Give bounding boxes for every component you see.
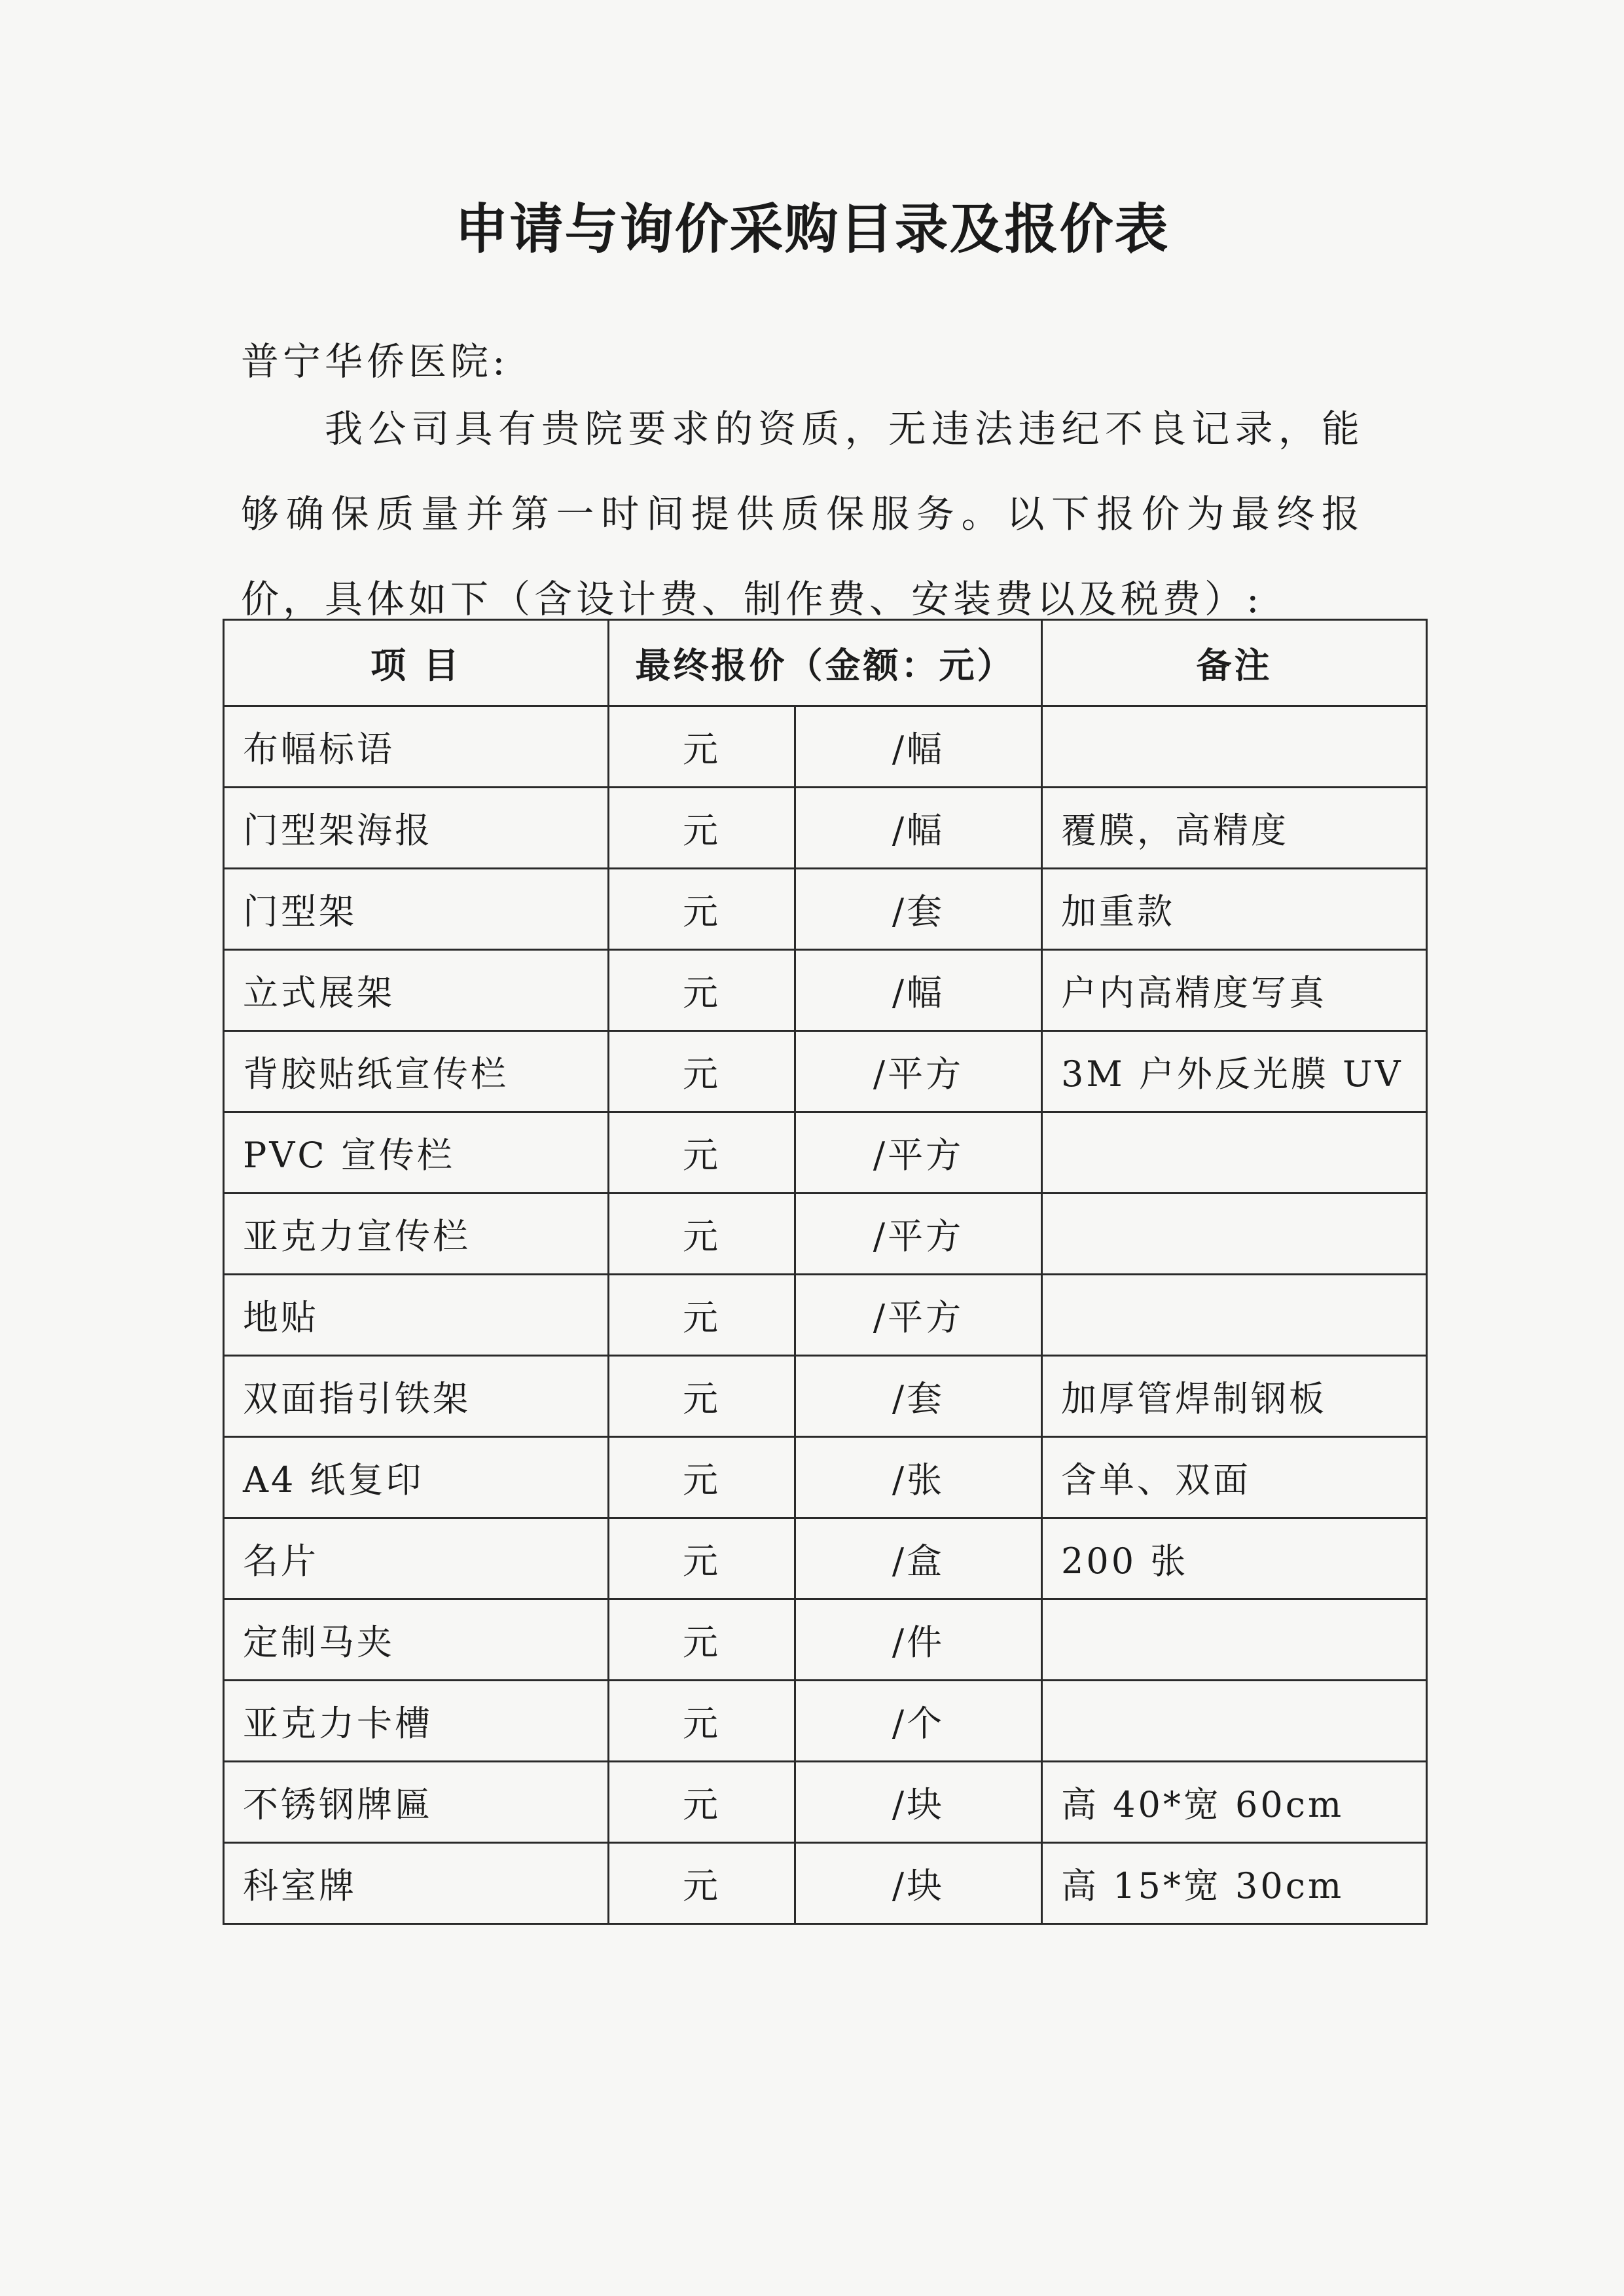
row-item-cell: 名片 (224, 1518, 609, 1599)
table-row (224, 1681, 1427, 1762)
row-item-cell: 亚克力宣传栏 (224, 1194, 609, 1275)
table-row (224, 1599, 1427, 1681)
header-item: 项 目 (224, 620, 609, 706)
row-yuan-cell: 元 (609, 1275, 795, 1356)
row-note-cell: 户内高精度写真 (1042, 950, 1427, 1031)
row-note-cell (1042, 706, 1427, 788)
table-row (224, 1112, 1427, 1194)
table-row (224, 1275, 1427, 1356)
row-item-cell: 门型架海报 (224, 788, 609, 869)
row-note-cell: 加厚管焊制钢板 (1042, 1356, 1427, 1437)
table-row (224, 1762, 1427, 1843)
row-item-cell: 布幅标语 (224, 706, 609, 788)
table-row (224, 1194, 1427, 1275)
quotation-table (223, 619, 1428, 1925)
addressee: 普宁华侨医院: (241, 339, 509, 384)
table-body (224, 706, 1427, 1924)
row-unit-cell: /个 (795, 1681, 1042, 1762)
row-unit-cell: /平方 (795, 1112, 1042, 1194)
row-note-cell (1042, 1275, 1427, 1356)
row-unit-cell: /平方 (795, 1031, 1042, 1112)
row-unit-cell: /盒 (795, 1518, 1042, 1599)
row-yuan-cell: 元 (609, 1031, 795, 1112)
row-yuan-cell: 元 (609, 1194, 795, 1275)
row-unit-cell: /块 (795, 1762, 1042, 1843)
row-yuan-cell: 元 (609, 869, 795, 950)
row-item-cell: 定制马夹 (224, 1599, 609, 1681)
row-yuan-cell: 元 (609, 788, 795, 869)
document-title: 申请与询价采购目录及报价表 (454, 198, 1170, 261)
table-header-row (224, 620, 1427, 706)
row-unit-cell: /块 (795, 1843, 1042, 1924)
row-unit-cell: /套 (795, 1356, 1042, 1437)
row-note-cell: 高 40*宽 60cm (1042, 1762, 1427, 1843)
table-row (224, 1518, 1427, 1599)
header-note: 备注 (1042, 620, 1427, 706)
row-note-cell (1042, 1599, 1427, 1681)
row-unit-cell: /平方 (795, 1194, 1042, 1275)
row-yuan-cell: 元 (609, 1762, 795, 1843)
row-unit-cell: /件 (795, 1599, 1042, 1681)
row-item-cell: 科室牌 (224, 1843, 609, 1924)
row-note-cell: 200 张 (1042, 1518, 1427, 1599)
row-note-cell: 3M 户外反光膜 UV (1042, 1031, 1427, 1112)
intro-paragraph: 我公司具有贵院要求的资质，无违法违纪不良记录，能够确保质量并第一时间提供质保服务。以下报价为最终报价，具体如下（含设计费、制作费、安装费以及税费）: (241, 407, 1363, 621)
row-item-cell: PVC 宣传栏 (224, 1112, 609, 1194)
row-yuan-cell: 元 (609, 1112, 795, 1194)
row-yuan-cell: 元 (609, 1518, 795, 1599)
table-row (224, 950, 1427, 1031)
row-item-cell: 背胶贴纸宣传栏 (224, 1031, 609, 1112)
table-row (224, 788, 1427, 869)
row-note-cell: 覆膜，高精度 (1042, 788, 1427, 869)
row-unit-cell: /平方 (795, 1275, 1042, 1356)
table-row (224, 1356, 1427, 1437)
header-price: 最终报价（金额：元） (609, 620, 1042, 706)
row-unit-cell: /幅 (795, 788, 1042, 869)
table-row (224, 1843, 1427, 1924)
row-yuan-cell: 元 (609, 1843, 795, 1924)
table-row (224, 869, 1427, 950)
row-unit-cell: /张 (795, 1437, 1042, 1518)
row-item-cell: 立式展架 (224, 950, 609, 1031)
row-unit-cell: /套 (795, 869, 1042, 950)
row-item-cell: 地贴 (224, 1275, 609, 1356)
row-item-cell: 亚克力卡槽 (224, 1681, 609, 1762)
row-yuan-cell: 元 (609, 1356, 795, 1437)
row-yuan-cell: 元 (609, 1681, 795, 1762)
row-yuan-cell: 元 (609, 706, 795, 788)
row-note-cell: 高 15*宽 30cm (1042, 1843, 1427, 1924)
row-note-cell: 加重款 (1042, 869, 1427, 950)
row-note-cell (1042, 1194, 1427, 1275)
row-item-cell: 门型架 (224, 869, 609, 950)
row-note-cell (1042, 1112, 1427, 1194)
row-unit-cell: /幅 (795, 706, 1042, 788)
table-row (224, 706, 1427, 788)
table-row (224, 1437, 1427, 1518)
row-yuan-cell: 元 (609, 1599, 795, 1681)
row-item-cell: 不锈钢牌匾 (224, 1762, 609, 1843)
row-item-cell: 双面指引铁架 (224, 1356, 609, 1437)
table-row (224, 1031, 1427, 1112)
row-yuan-cell: 元 (609, 950, 795, 1031)
row-yuan-cell: 元 (609, 1437, 795, 1518)
row-unit-cell: /幅 (795, 950, 1042, 1031)
row-note-cell (1042, 1681, 1427, 1762)
row-note-cell: 含单、双面 (1042, 1437, 1427, 1518)
row-item-cell: A4 纸复印 (224, 1437, 609, 1518)
